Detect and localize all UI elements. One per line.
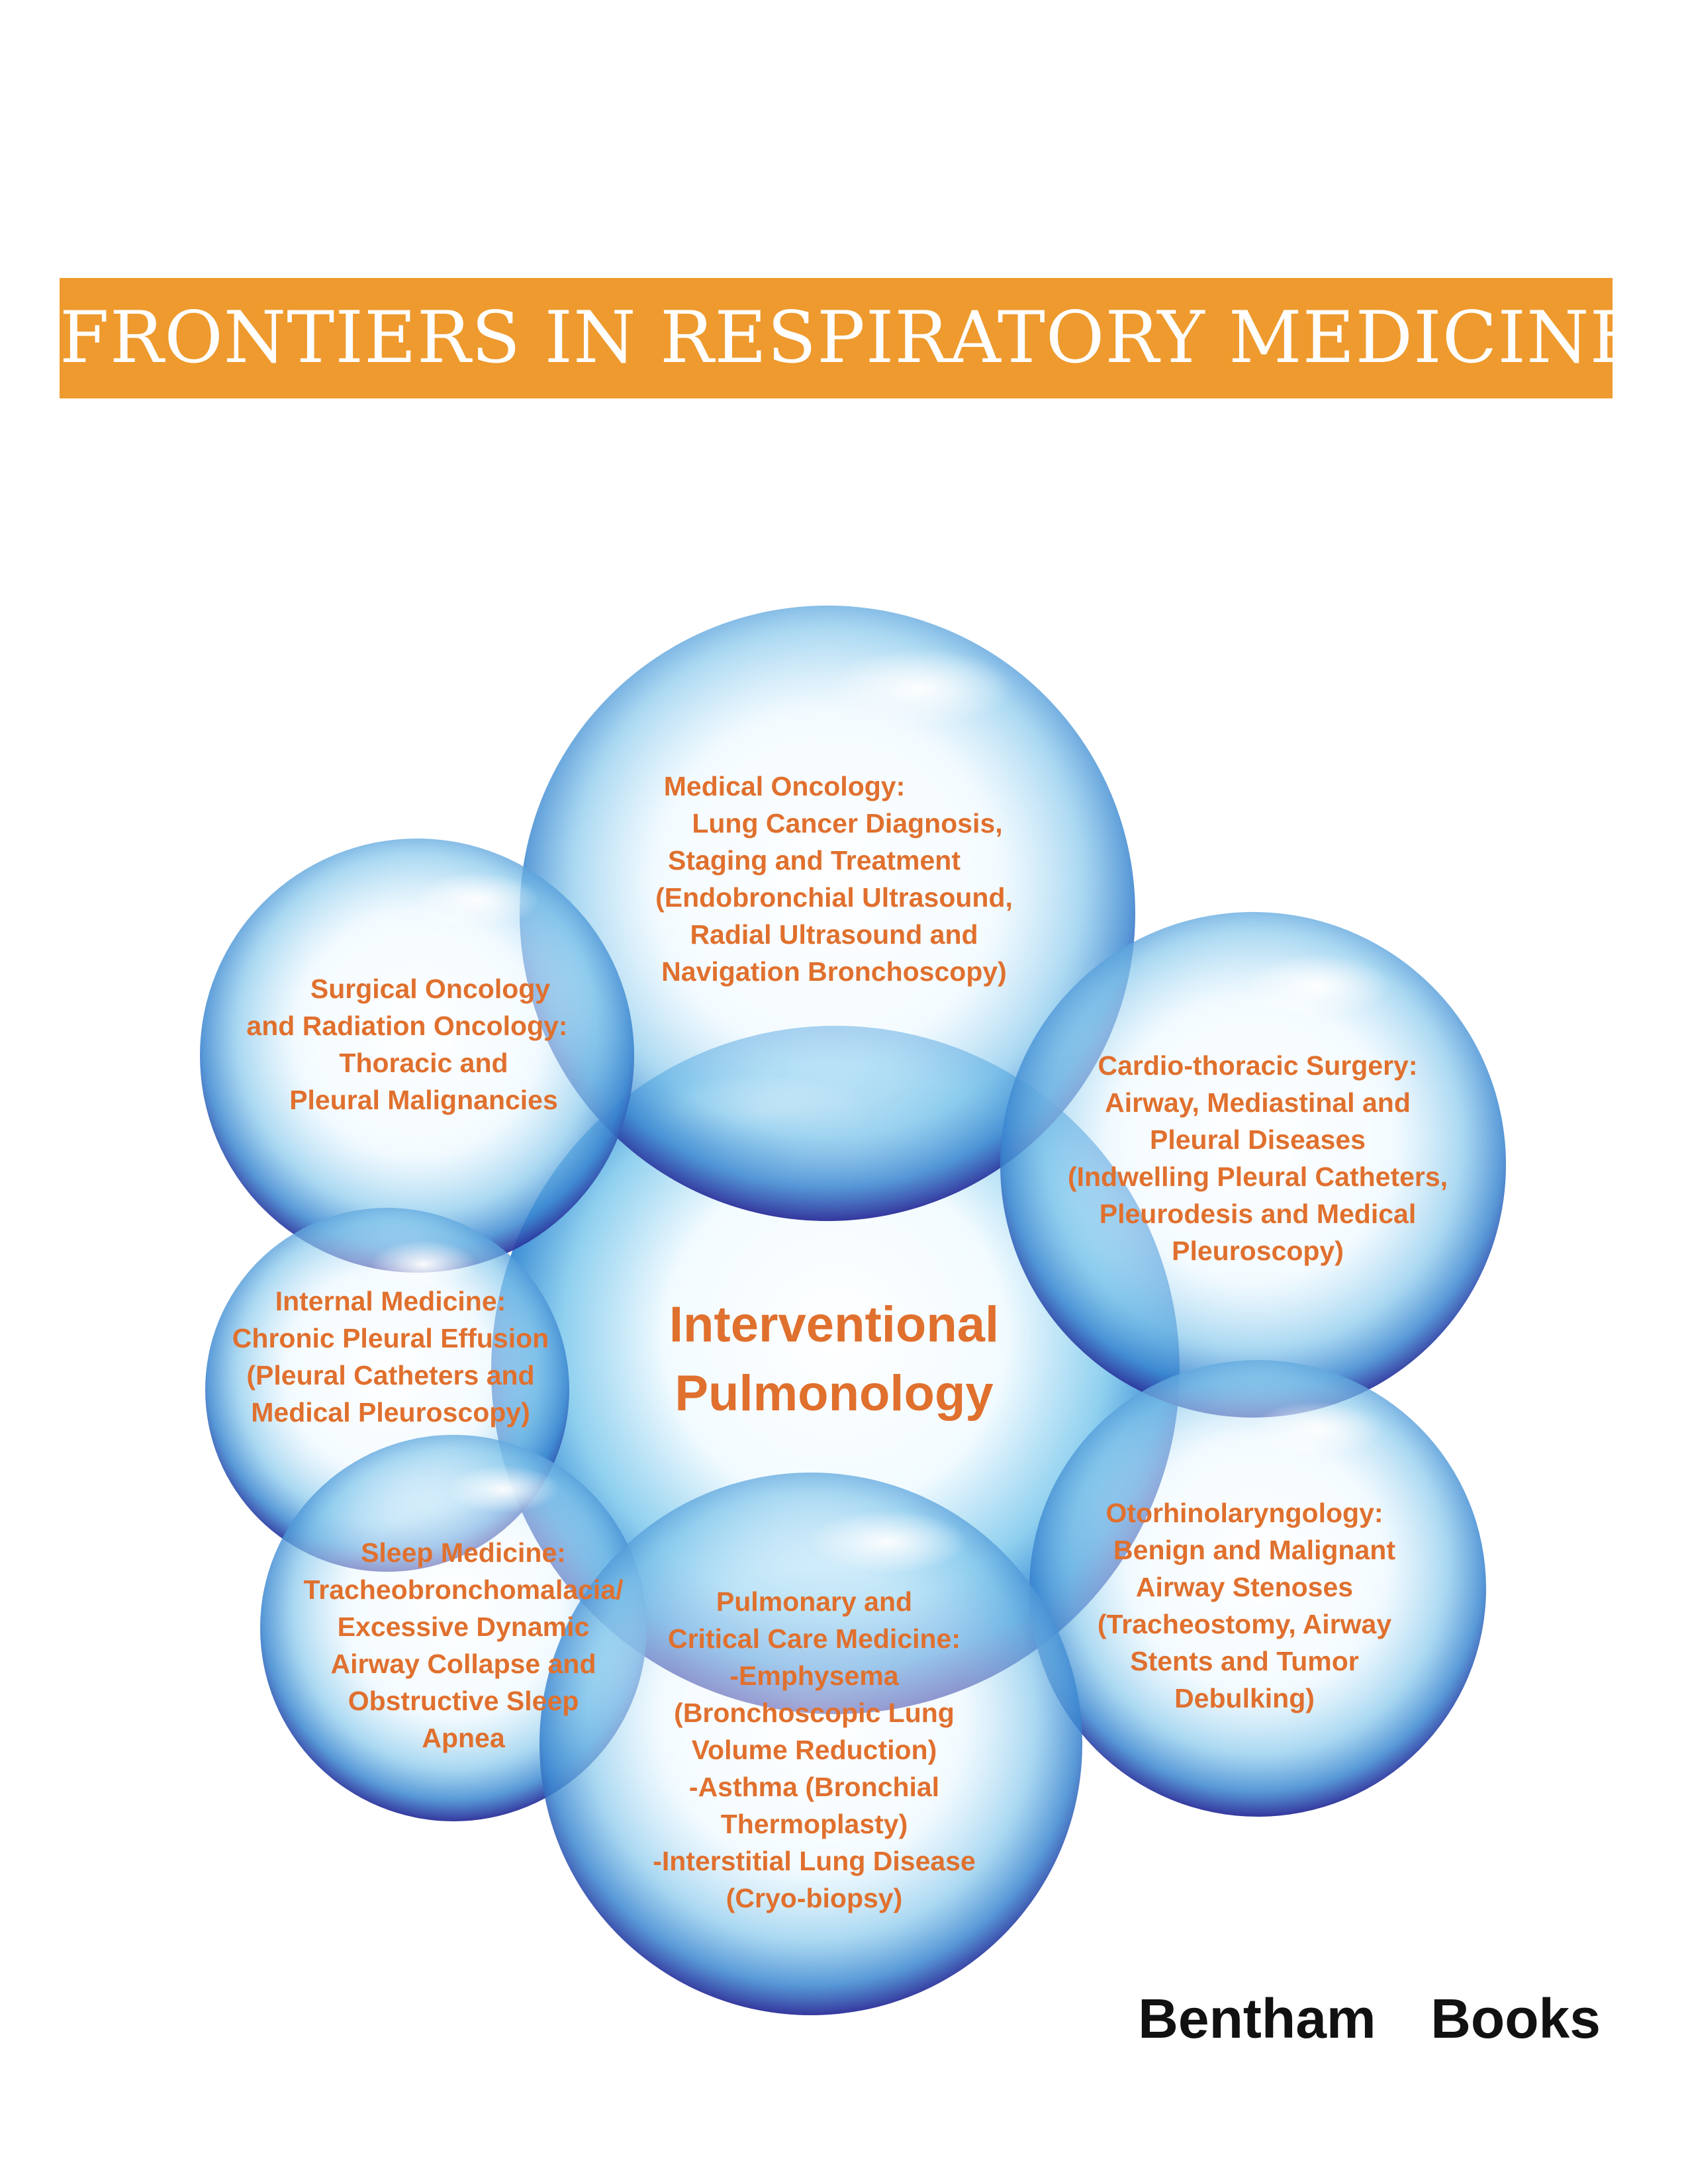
label-line: Airway, Mediastinal and (1105, 1087, 1411, 1118)
label-line: -Asthma (Bronchial (688, 1772, 940, 1802)
pulmonary-critical-care-label (609, 1583, 1019, 1917)
label-line: Pleuroscopy) (1172, 1236, 1344, 1266)
book-title: FRONTIERS IN RESPIRATORY MEDICINE (60, 296, 1643, 379)
label-line: Radial Ultrasound and (690, 919, 978, 950)
label-line: (Endobronchial Ultrasound, (655, 882, 1013, 913)
label-line: Internal Medicine: (275, 1286, 506, 1316)
center-line: Interventional (669, 1297, 1000, 1353)
label-line: Airway Collapse and (330, 1649, 596, 1679)
cardio-thoracic-label (1019, 1047, 1496, 1269)
label-line: Pleural Diseases (1150, 1124, 1366, 1155)
label-line: -Emphysema (729, 1661, 899, 1691)
label-line: Apnea (422, 1723, 505, 1753)
label-line: Chronic Pleural Effusion (232, 1323, 549, 1353)
sleep-medicine-label (278, 1534, 649, 1756)
label-line: (Indwelling Pleural Catheters, (1067, 1161, 1448, 1192)
center-line: Pulmonology (675, 1365, 994, 1422)
label-line: Navigation Bronchoscopy) (661, 956, 1007, 987)
label-line: Debulking) (1174, 1683, 1315, 1713)
label-line: Thermoplasty) (720, 1809, 908, 1839)
label-line: Volume Reduction) (691, 1735, 937, 1765)
medical-oncology-label (602, 768, 1066, 990)
label-line: Pleurodesis and Medical (1099, 1199, 1417, 1229)
label-line: Critical Care Medicine: (667, 1623, 961, 1654)
label-line: (Tracheostomy, Airway (1097, 1609, 1392, 1639)
label-line: Stents and Tumor (1130, 1646, 1359, 1676)
label-line: Surgical Oncology (310, 974, 551, 1004)
label-line: Medical Pleuroscopy) (251, 1397, 530, 1428)
internal-medicine-label (205, 1283, 576, 1431)
label-line: and Radiation Oncology: (246, 1011, 568, 1041)
surgical-oncology-label (225, 970, 622, 1118)
label-line: Tracheobronchomalacia/ (303, 1574, 624, 1605)
label-line: (Cryo-biopsy) (726, 1883, 903, 1913)
publisher-name: Bentham Books (1138, 1987, 1601, 2050)
label-line: Obstructive Sleep (348, 1686, 579, 1716)
label-line: Pulmonary and (716, 1586, 913, 1617)
label-line: Benign and Malignant (1113, 1535, 1395, 1565)
label-line: (Pleural Catheters and (246, 1360, 535, 1390)
label-line: Medical Oncology: (663, 771, 906, 801)
label-line: (Bronchoscopic Lung (674, 1698, 955, 1728)
label-line: Thoracic and (339, 1048, 508, 1078)
label-line: Otorhinolaryngology: (1105, 1498, 1383, 1528)
label-line: Excessive Dynamic (337, 1612, 590, 1642)
label-line: Cardio-thoracic Surgery: (1098, 1050, 1418, 1081)
otorhinolaryngology-label (1033, 1494, 1456, 1717)
label-line: Lung Cancer Diagnosis, (692, 808, 1003, 839)
label-line: Sleep Medicine: (361, 1537, 566, 1568)
label-line: Pleural Malignancies (289, 1085, 558, 1115)
label-line: Airway Stenoses (1135, 1572, 1354, 1602)
center-bubble-label (662, 1291, 1006, 1428)
label-line: -Interstitial Lung Disease (653, 1846, 976, 1876)
label-line: Staging and Treatment (668, 845, 961, 876)
